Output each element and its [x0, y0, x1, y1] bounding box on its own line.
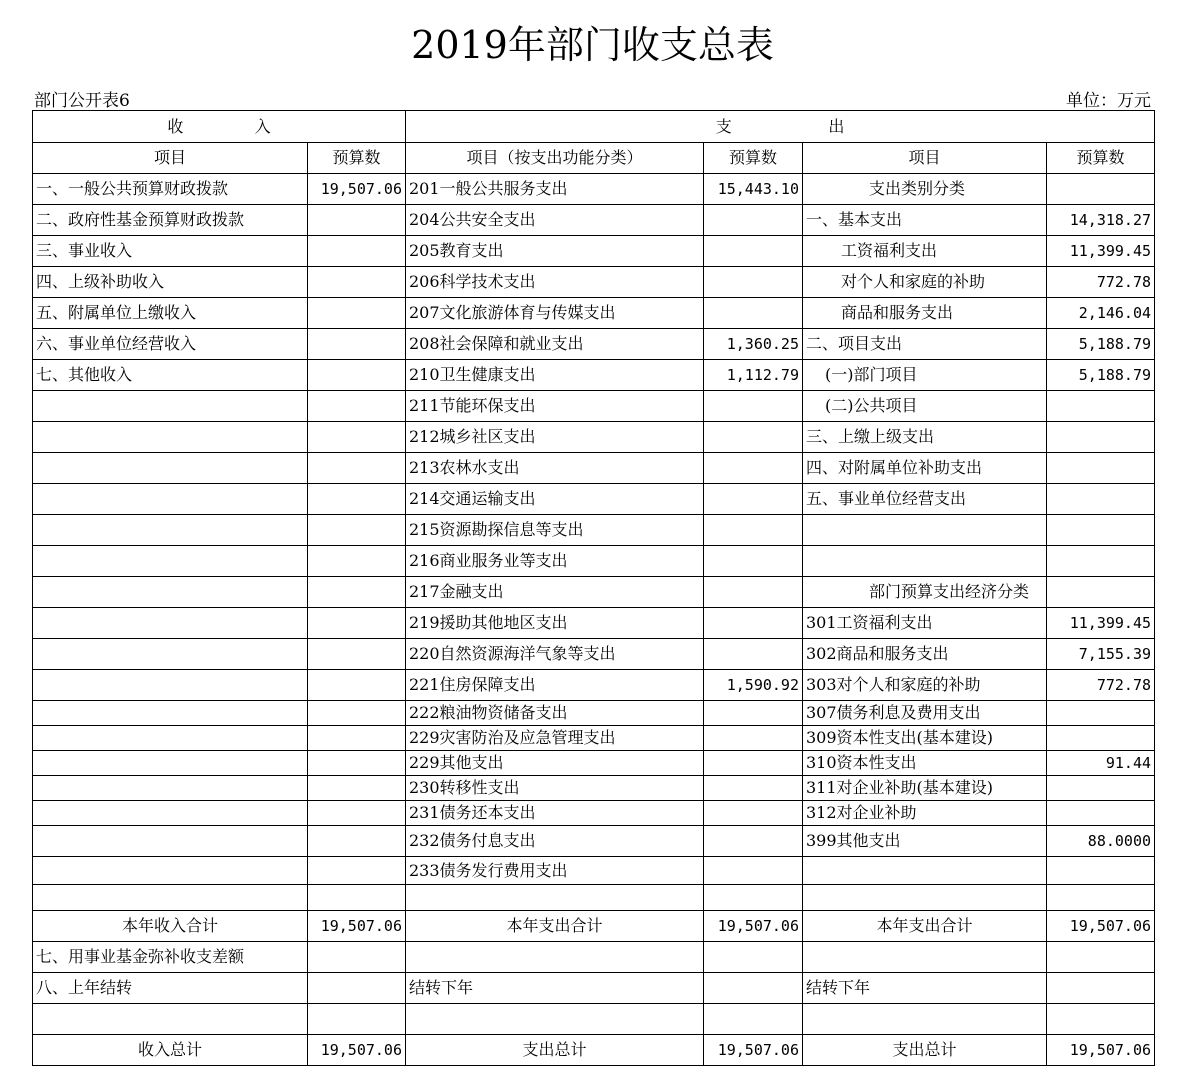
- econ-item: 311对企业补助(基本建设): [803, 776, 1047, 801]
- econ-item: [803, 942, 1047, 973]
- income-item: 七、用事业基金弥补收支差额: [33, 942, 308, 973]
- func-value: [704, 391, 803, 422]
- econ-item: 五、事业单位经营支出: [803, 484, 1047, 515]
- econ-item: [803, 857, 1047, 885]
- income-value: [308, 453, 406, 484]
- table-row: [33, 174, 1155, 205]
- econ-item: 399其他支出: [803, 826, 1047, 857]
- annual-total-row-fn-label: 本年支出合计: [406, 911, 704, 942]
- income-item: 二、政府性基金预算财政拨款: [33, 205, 308, 236]
- table-row: [33, 391, 1155, 422]
- expense-header: 支 出: [406, 111, 1155, 143]
- func-item: 221住房保障支出: [406, 670, 704, 701]
- func-value: [704, 801, 803, 826]
- annual-total-row-ec-label: 本年支出合计: [803, 911, 1047, 942]
- econ-item: [803, 546, 1047, 577]
- func-value: [704, 453, 803, 484]
- econ-item: (一)部门项目: [803, 360, 1047, 391]
- income-value: [308, 885, 406, 911]
- func-item: 216商业服务业等支出: [406, 546, 704, 577]
- econ-value: [1047, 577, 1155, 608]
- econ-value: [1047, 453, 1155, 484]
- income-item: [33, 484, 308, 515]
- income-value: [308, 670, 406, 701]
- econ-value: 91.44: [1047, 751, 1155, 776]
- income-item: 六、事业单位经营收入: [33, 329, 308, 360]
- econ-value: [1047, 515, 1155, 546]
- func-item: 201一般公共服务支出: [406, 174, 704, 205]
- income-value: [308, 639, 406, 670]
- income-item: 五、附属单位上缴收入: [33, 298, 308, 329]
- econ-value: 11,399.45: [1047, 608, 1155, 639]
- econ-item: 309资本性支出(基本建设): [803, 726, 1047, 751]
- econ-value: 772.78: [1047, 670, 1155, 701]
- func-item: 219援助其他地区支出: [406, 608, 704, 639]
- econ-value: [1047, 857, 1155, 885]
- income-value: [308, 329, 406, 360]
- func-item: 215资源勘探信息等支出: [406, 515, 704, 546]
- page-title: 2019年部门收支总表: [411, 23, 774, 67]
- income-value: [308, 1004, 406, 1035]
- econ-item: 303对个人和家庭的补助: [803, 670, 1047, 701]
- income-value: [308, 776, 406, 801]
- econ-item: 三、上缴上级支出: [803, 422, 1047, 453]
- income-item: [33, 453, 308, 484]
- func-value: [704, 422, 803, 453]
- table-row: [33, 942, 1155, 973]
- econ-value: [1047, 701, 1155, 726]
- func-item: 230转移性支出: [406, 776, 704, 801]
- econ-item: 部门预算支出经济分类: [803, 577, 1047, 608]
- econ-item: [803, 515, 1047, 546]
- income-item: [33, 776, 308, 801]
- econ-value: 7,155.39: [1047, 639, 1155, 670]
- func-item: 207文化旅游体育与传媒支出: [406, 298, 704, 329]
- table-row: [33, 857, 1155, 885]
- income-item: [33, 726, 308, 751]
- grand-total-row-ec-label: 支出总计: [803, 1035, 1047, 1066]
- econ-value: 5,188.79: [1047, 360, 1155, 391]
- table-row: [33, 205, 1155, 236]
- header-row-1: [33, 111, 1155, 143]
- table-row: [33, 329, 1155, 360]
- econ-item: 支出类别分类: [803, 174, 1047, 205]
- income-value: [308, 515, 406, 546]
- econ-item: 一、基本支出: [803, 205, 1047, 236]
- table-row: [33, 577, 1155, 608]
- econ-value: [1047, 174, 1155, 205]
- econ-value: [1047, 801, 1155, 826]
- income-value: [308, 298, 406, 329]
- table-row: [33, 726, 1155, 751]
- table-row: [33, 639, 1155, 670]
- func-value: [704, 484, 803, 515]
- func-item: 214交通运输支出: [406, 484, 704, 515]
- income-item: [33, 751, 308, 776]
- table-row: [33, 776, 1155, 801]
- income-value: [308, 577, 406, 608]
- econ-item: 结转下年: [803, 973, 1047, 1004]
- table-row: [33, 701, 1155, 726]
- annual-total-row-ec-v: 19,507.06: [1047, 911, 1155, 942]
- table-row: [33, 422, 1155, 453]
- func-item: 213农林水支出: [406, 453, 704, 484]
- income-value: [308, 973, 406, 1004]
- table-row: [33, 1004, 1155, 1035]
- table-row: [33, 751, 1155, 776]
- income-value: [308, 608, 406, 639]
- econ-value: 5,188.79: [1047, 329, 1155, 360]
- income-value: [308, 391, 406, 422]
- func-item: 204公共安全支出: [406, 205, 704, 236]
- income-value: [308, 826, 406, 857]
- func-item: 210卫生健康支出: [406, 360, 704, 391]
- table-row: [33, 360, 1155, 391]
- income-value: [308, 422, 406, 453]
- income-item: 三、事业收入: [33, 236, 308, 267]
- func-item: 222粮油物资储备支出: [406, 701, 704, 726]
- func-item: 206科学技术支出: [406, 267, 704, 298]
- income-item: [33, 857, 308, 885]
- func-value: [704, 608, 803, 639]
- income-value: 19,507.06: [308, 174, 406, 205]
- col-header-budget: 预算数: [308, 143, 406, 174]
- econ-item: 二、项目支出: [803, 329, 1047, 360]
- unit-label: 单位：万元: [1066, 91, 1151, 111]
- income-item: [33, 515, 308, 546]
- income-item: [33, 670, 308, 701]
- income-item: [33, 885, 308, 911]
- annual-total-row-inc-label: 本年收入合计: [33, 911, 308, 942]
- budget-table: [32, 110, 1155, 1066]
- econ-value: [1047, 776, 1155, 801]
- econ-value: [1047, 484, 1155, 515]
- econ-item: (二)公共项目: [803, 391, 1047, 422]
- func-value: [704, 885, 803, 911]
- func-item: 220自然资源海洋气象等支出: [406, 639, 704, 670]
- func-item: 结转下年: [406, 973, 704, 1004]
- grand-total-row-ec-v: 19,507.06: [1047, 1035, 1155, 1066]
- col-header-budget-3: 预算数: [1047, 143, 1155, 174]
- func-item: 205教育支出: [406, 236, 704, 267]
- func-item: 231债务还本支出: [406, 801, 704, 826]
- econ-value: 11,399.45: [1047, 236, 1155, 267]
- func-value: [704, 1004, 803, 1035]
- header-row-2: [33, 143, 1155, 174]
- income-item: 一、一般公共预算财政拨款: [33, 174, 308, 205]
- income-value: [308, 801, 406, 826]
- econ-item: 307债务利息及费用支出: [803, 701, 1047, 726]
- income-value: [308, 546, 406, 577]
- func-value: 1,590.92: [704, 670, 803, 701]
- income-item: [33, 701, 308, 726]
- econ-item: 302商品和服务支出: [803, 639, 1047, 670]
- grand-total-row-fn-label: 支出总计: [406, 1035, 704, 1066]
- econ-value: 772.78: [1047, 267, 1155, 298]
- form-label: 部门公开表6: [34, 91, 130, 111]
- income-item: [33, 391, 308, 422]
- income-item: [33, 1004, 308, 1035]
- func-value: [704, 515, 803, 546]
- func-item: [406, 1004, 704, 1035]
- func-value: [704, 942, 803, 973]
- func-item: [406, 942, 704, 973]
- income-header: 收 入: [33, 111, 406, 143]
- econ-value: 88.0000: [1047, 826, 1155, 857]
- col-header-item-3: 项目: [803, 143, 1047, 174]
- table-row: [33, 515, 1155, 546]
- econ-value: [1047, 1004, 1155, 1035]
- econ-value: [1047, 973, 1155, 1004]
- func-value: 1,360.25: [704, 329, 803, 360]
- table-row: [33, 298, 1155, 329]
- col-header-item: 项目: [33, 143, 308, 174]
- income-item: [33, 801, 308, 826]
- income-value: [308, 236, 406, 267]
- func-item: [406, 885, 704, 911]
- econ-item: 310资本性支出: [803, 751, 1047, 776]
- func-value: [704, 726, 803, 751]
- table-row: [33, 236, 1155, 267]
- func-value: [704, 826, 803, 857]
- func-value: [704, 857, 803, 885]
- econ-value: [1047, 942, 1155, 973]
- econ-value: [1047, 391, 1155, 422]
- grand-total-row-inc-v: 19,507.06: [308, 1035, 406, 1066]
- income-item: 七、其他收入: [33, 360, 308, 391]
- income-item: [33, 422, 308, 453]
- grand-total-row: [33, 1035, 1155, 1066]
- func-value: [704, 267, 803, 298]
- income-item: [33, 546, 308, 577]
- income-value: [308, 267, 406, 298]
- func-value: 1,112.79: [704, 360, 803, 391]
- econ-item: [803, 885, 1047, 911]
- income-item: [33, 577, 308, 608]
- table-row: [33, 670, 1155, 701]
- func-item: 232债务付息支出: [406, 826, 704, 857]
- func-value: [704, 577, 803, 608]
- table-row: [33, 453, 1155, 484]
- income-value: [308, 751, 406, 776]
- econ-value: 14,318.27: [1047, 205, 1155, 236]
- func-item: 217金融支出: [406, 577, 704, 608]
- func-value: [704, 546, 803, 577]
- func-value: [704, 701, 803, 726]
- income-value: [308, 360, 406, 391]
- func-value: [704, 298, 803, 329]
- grand-total-row-fn-v: 19,507.06: [704, 1035, 803, 1066]
- func-item: 229灾害防治及应急管理支出: [406, 726, 704, 751]
- func-value: [704, 973, 803, 1004]
- func-value: 15,443.10: [704, 174, 803, 205]
- econ-value: [1047, 546, 1155, 577]
- income-value: [308, 857, 406, 885]
- col-header-func-item: 项目（按支出功能分类）: [406, 143, 704, 174]
- func-item: 208社会保障和就业支出: [406, 329, 704, 360]
- func-item: 233债务发行费用支出: [406, 857, 704, 885]
- income-value: [308, 484, 406, 515]
- econ-item: 301工资福利支出: [803, 608, 1047, 639]
- func-value: [704, 236, 803, 267]
- econ-item: 对个人和家庭的补助: [803, 267, 1047, 298]
- table-row: [33, 608, 1155, 639]
- econ-value: [1047, 422, 1155, 453]
- income-value: [308, 701, 406, 726]
- econ-item: 商品和服务支出: [803, 298, 1047, 329]
- income-item: 四、上级补助收入: [33, 267, 308, 298]
- table-row: [33, 973, 1155, 1004]
- grand-total-row-inc-label: 收入总计: [33, 1035, 308, 1066]
- econ-item: 工资福利支出: [803, 236, 1047, 267]
- econ-value: [1047, 726, 1155, 751]
- annual-total-row-fn-v: 19,507.06: [704, 911, 803, 942]
- table-row: [33, 546, 1155, 577]
- func-item: 229其他支出: [406, 751, 704, 776]
- col-header-budget-2: 预算数: [704, 143, 803, 174]
- func-item: 211节能环保支出: [406, 391, 704, 422]
- table-row: [33, 801, 1155, 826]
- table-row: [33, 484, 1155, 515]
- func-value: [704, 776, 803, 801]
- income-value: [308, 726, 406, 751]
- annual-total-row: [33, 911, 1155, 942]
- func-value: [704, 639, 803, 670]
- income-item: 八、上年结转: [33, 973, 308, 1004]
- econ-value: 2,146.04: [1047, 298, 1155, 329]
- income-item: [33, 608, 308, 639]
- annual-total-row-inc-v: 19,507.06: [308, 911, 406, 942]
- econ-value: [1047, 885, 1155, 911]
- income-value: [308, 942, 406, 973]
- func-value: [704, 751, 803, 776]
- table-row: [33, 826, 1155, 857]
- income-value: [308, 205, 406, 236]
- econ-item: 312对企业补助: [803, 801, 1047, 826]
- func-item: 212城乡社区支出: [406, 422, 704, 453]
- income-item: [33, 826, 308, 857]
- econ-item: [803, 1004, 1047, 1035]
- econ-item: 四、对附属单位补助支出: [803, 453, 1047, 484]
- income-item: [33, 639, 308, 670]
- func-value: [704, 205, 803, 236]
- table-row: [33, 885, 1155, 911]
- table-row: [33, 267, 1155, 298]
